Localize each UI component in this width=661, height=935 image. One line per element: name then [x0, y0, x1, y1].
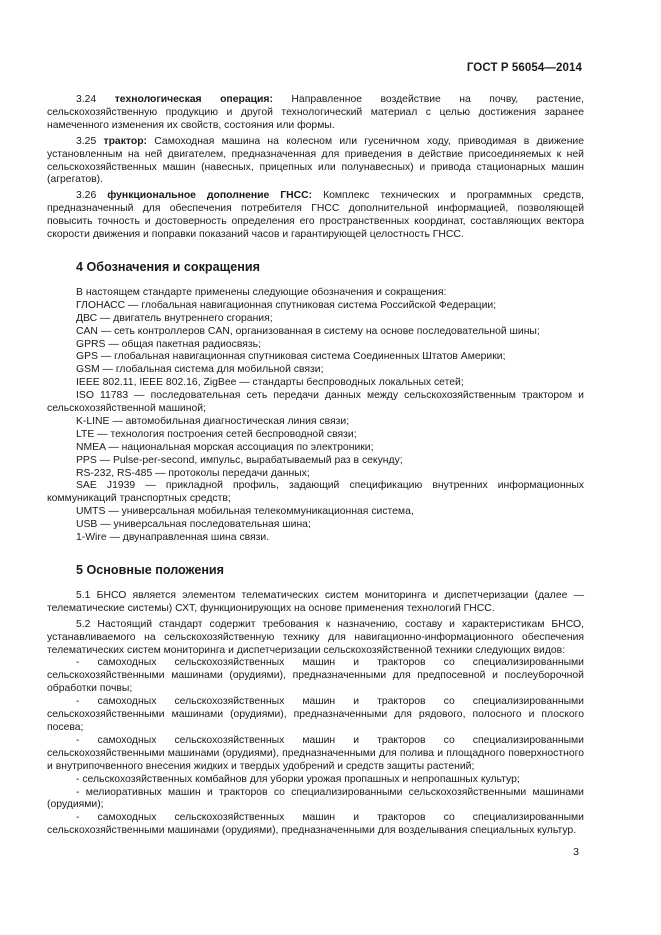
list-item: - сельскохозяйственных комбайнов для уборки урожая пропашных и непропашных культур;: [76, 773, 520, 785]
definition-3-26: 3.26 функциональное дополнение ГНСС: Комплекс технических и программных средств, предназначенный для обеспечения потребителя ГНСС дополнительной информацией, позволяющей повысить точность и достоверность определения его пространственных координат, составляющих вектора скорости движения и поправки показаний часов и гарантирующей целостность ГНСС.: [47, 190, 584, 241]
abbreviation-item: NMEA — национальная морская ассоциация по электроники;: [76, 441, 374, 453]
page-number: 3: [573, 846, 579, 858]
abbreviation-item: RS-232, RS-485 — протоколы передачи данных;: [76, 467, 310, 479]
abbreviation-item: GSM — глобальная система для мобильной связи;: [76, 364, 324, 376]
definition-term: трактор:: [103, 135, 148, 147]
abbreviation-item: PPS — Pulse-per-second, импульс, вырабатываемый раз в секунду;: [76, 454, 403, 466]
abbreviation-item: K-LINE — автомобильная диагностическая линия связи;: [76, 415, 350, 427]
list-item: - самоходных сельскохозяйственных машин и тракторов со специализированными сельскохозяйственными машинами (орудиями), предназначенными для возделывания специальных культур.: [47, 812, 584, 837]
abbreviation-item: UMTS — универсальная мобильная телекоммуникационная система,: [76, 506, 414, 518]
clause-5-1: 5.1 БНСО является элементом телематических систем мониторинга и диспетчеризации (далее — телематические системы) СХТ, функционирующих на основе применения технологий ГНСС.: [47, 589, 584, 614]
abbreviation-item: CAN — сеть контроллеров CAN, организованная в систему на основе последовательной шины;: [76, 325, 540, 337]
abbreviation-item: GPS — глобальная навигационная спутниковая система Соединенных Штатов Америки;: [76, 351, 506, 363]
definition-text: Комплекс технических и программных средств, предназначенный для обеспечения потребителя ГНСС дополнительной информацией, позволяющей повысить точность и достоверность определения его пространственных координат, составляющих вектора скорости движения и поправки показаний часов и гарантирующей целостность ГНСС.: [47, 190, 584, 241]
document-id: ГОСТ Р 56054—2014: [466, 62, 582, 74]
abbreviation-item: ДВС — двигатель внутреннего сгорания;: [76, 312, 273, 324]
page-content: [47, 94, 584, 838]
section-5-title: 5 Основные положения: [76, 563, 225, 577]
abbreviation-item: ГЛОНАСС — глобальная навигационная спутниковая система Российской Федерации;: [76, 299, 497, 311]
definition-term: технологическая операция:: [114, 94, 273, 105]
abbreviation-item: 1-Wire — двунаправленная шина связи.: [76, 532, 270, 544]
definition-3-25: 3.25 трактор: Самоходная машина на колесном или гусеничном ходу, приводимая в движение установленным на ней двигателем, предназначенная для приведения в действие присоединяемых к ней сельскохозяйственных машин (навесных, прицепных или полунавесных) и привода стационарных машин (агрегатов).: [47, 135, 585, 186]
list-item: - самоходных сельскохозяйственных машин и тракторов со специализированными сельскохозяйственными машинами (орудиями), предназначенными для полива и площадного поверхностного и внутрипочвенного внесения жидких и твердых удобрений и средств защиты растений;: [47, 734, 584, 772]
definition-text: Самоходная машина на колесном или гусеничном ходу, приводимая в движение установленным на ней двигателем, предназначенная для приведения в действие присоединяемых к ней сельскохозяйственных машин (навесных, прицепных или полунавесных) и привода стационарных машин (агрегатов).: [47, 135, 585, 186]
abbreviation-item: IEEE 802.11, IEEE 802.16, ZigBee — стандарты беспроводных локальных сетей;: [76, 377, 464, 389]
machinery-types-list: [47, 657, 584, 838]
definition-3-24: 3.24 технологическая операция: Направленное воздействие на почву, растение, сельскохозяйственную продукцию и другой технологический материал с целью достижения заранее намеченного изменения их свойств, состояния или формы.: [47, 94, 585, 131]
definition-text: Направленное воздействие на почву, растение, сельскохозяйственную продукцию и другой технологический материал с целью достижения заранее намеченного изменения их свойств, состояния или формы.: [47, 94, 585, 131]
abbreviation-item: USB — универсальная последовательная шина;: [76, 519, 311, 531]
clause-5-2: 5.2 Настоящий стандарт содержит требования к назначению, составу и характеристикам БНСО, устанавливаемого на сельскохозяйственную технику для навигационно-информационного обеспечения телематических систем мониторинга и диспетчеризации сельскохозяйственной техники следующих видов:: [47, 618, 584, 656]
section-4-title: 4 Обозначения и сокращения: [76, 259, 260, 274]
list-item: - самоходных сельскохозяйственных машин и тракторов со специализированными сельскохозяйственными машинами (орудиями), предназначенными для предпосевной и послеуборочной обработки почвы;: [47, 657, 584, 695]
abbreviation-item: LTE — технология построения сетей беспроводной связи;: [76, 428, 357, 440]
list-item: - самоходных сельскохозяйственных машин и тракторов со специализированными сельскохозяйственными машинами (орудиями), предназначенными для рядового, полосного и плоского посева;: [47, 696, 584, 733]
abbreviations-list: [47, 300, 584, 545]
section-4-intro: В настоящем стандарте применены следующие обозначения и сокращения:: [76, 286, 447, 298]
list-item: - мелиоративных машин и тракторов со специализированными сельскохозяйственными машинами (орудиями);: [47, 786, 584, 811]
definition-term: функциональное дополнение ГНСС:: [107, 190, 313, 202]
abbreviation-item: SAE J1939 — прикладной профиль, задающий спецификацию внутренних информационных коммуникаций транспортных средств;: [47, 480, 584, 505]
abbreviation-item: ISO 11783 — последовательная сеть передачи данных между сельскохозяйственным трактором и сельскохозяйственной машиной;: [47, 390, 584, 415]
abbreviation-item: GPRS — общая пакетная радиосвязь;: [76, 338, 261, 350]
